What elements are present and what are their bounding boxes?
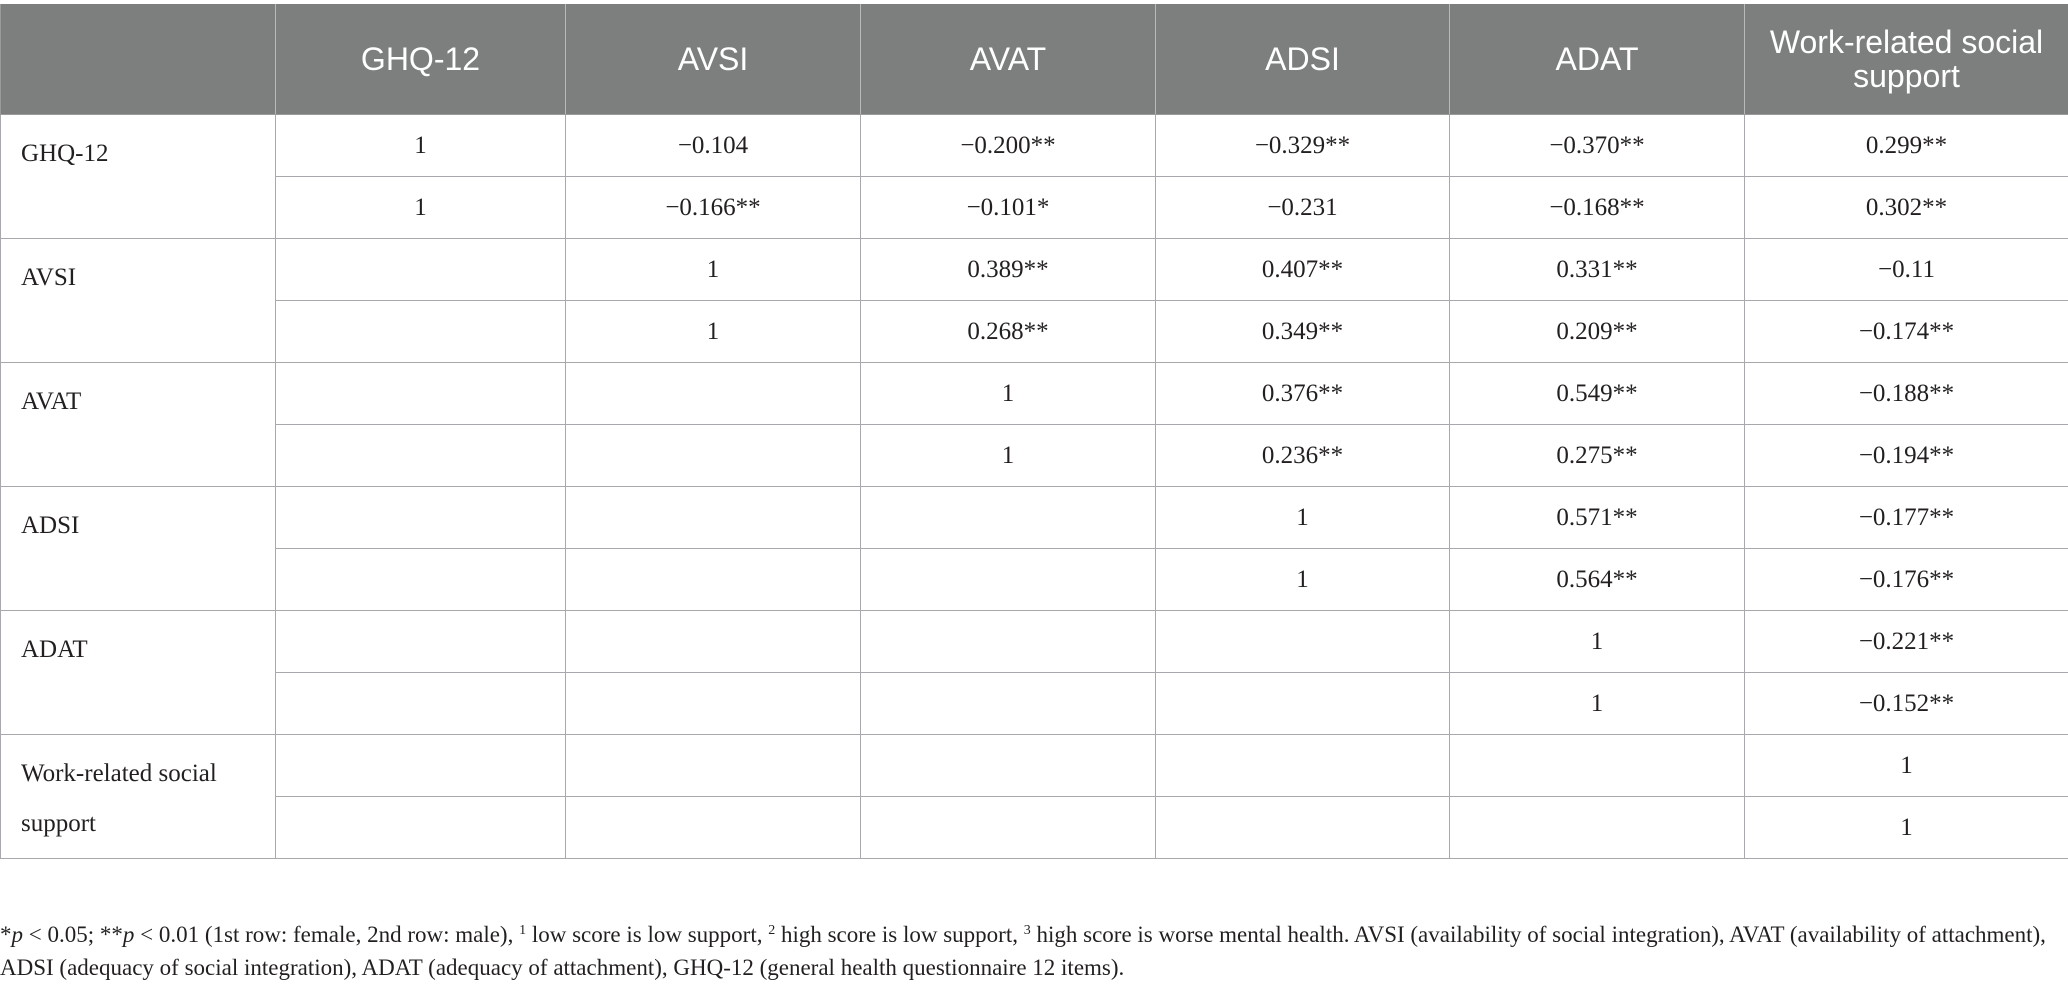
header-cell: AVAT xyxy=(861,4,1156,115)
table-cell: 0.407** xyxy=(1156,239,1450,301)
table-cell: −0.176** xyxy=(1745,549,2068,611)
table-cell: −0.177** xyxy=(1745,487,2068,549)
table-cell xyxy=(861,735,1156,797)
table-cell: −0.168** xyxy=(1450,177,1745,239)
footnote-p: p xyxy=(122,922,135,947)
header-cell: AVSI xyxy=(566,4,861,115)
table-cell: 1 xyxy=(566,301,861,363)
table-cell: 1 xyxy=(1450,673,1745,735)
header-cell: ADSI xyxy=(1156,4,1450,115)
table-cell xyxy=(276,549,566,611)
table-row xyxy=(1,177,2068,239)
table-cell: 1 xyxy=(1745,735,2068,797)
table-cell xyxy=(566,611,861,673)
table-cell xyxy=(861,611,1156,673)
table-cell xyxy=(566,735,861,797)
table-cell xyxy=(1156,611,1450,673)
table-row xyxy=(1,239,2068,301)
table-cell: 1 xyxy=(1156,549,1450,611)
table-cell: 0.389** xyxy=(861,239,1156,301)
footnote-superscript: 2 xyxy=(768,923,776,938)
table-cell xyxy=(566,797,861,859)
row-label: AVAT xyxy=(1,363,276,487)
header-cell: ADAT xyxy=(1450,4,1745,115)
table-cell: 0.376** xyxy=(1156,363,1450,425)
table-cell xyxy=(1156,735,1450,797)
table-cell: −0.101* xyxy=(861,177,1156,239)
footnote-p: p xyxy=(11,922,23,947)
table-cell xyxy=(1156,673,1450,735)
table-row xyxy=(1,735,2068,797)
table-cell: 1 xyxy=(276,177,566,239)
table-row xyxy=(1,301,2068,363)
footnote-star: ** xyxy=(99,922,123,947)
row-label: Work-related social support xyxy=(1,735,276,859)
table-cell: 0.564** xyxy=(1450,549,1745,611)
table-cell: 1 xyxy=(861,425,1156,487)
table-cell xyxy=(276,425,566,487)
table-cell: −0.104 xyxy=(566,115,861,177)
table-cell: 1 xyxy=(276,115,566,177)
footnote-text: < 0.01 (1st row: female, 2nd row: male), xyxy=(134,922,520,947)
row-label: ADAT xyxy=(1,611,276,735)
table-row xyxy=(1,115,2068,177)
table-cell xyxy=(1450,735,1745,797)
footnote-text: high score is low support, xyxy=(775,922,1024,947)
table-cell xyxy=(861,797,1156,859)
table-cell: −0.188** xyxy=(1745,363,2068,425)
table-body xyxy=(1,115,2068,859)
footnote-text: < 0.05; xyxy=(23,922,100,947)
footnote-text: high score is worse mental health. AVSI (availability of social integration), AVAT (availability of attachment), ADSI (adequacy of social integration), ADAT (adequacy of attachment), GHQ-12 (general health questionnaire 12 items). xyxy=(0,922,2046,980)
table-cell xyxy=(566,425,861,487)
table-cell xyxy=(276,487,566,549)
table-cell: 0.299** xyxy=(1745,115,2068,177)
table-cell xyxy=(861,673,1156,735)
row-label: AVSI xyxy=(1,239,276,363)
footnote-superscript: 3 xyxy=(1023,923,1031,938)
table-cell: 0.571** xyxy=(1450,487,1745,549)
footnote-text: low score is low support, xyxy=(526,922,769,947)
table-cell: −0.11 xyxy=(1745,239,2068,301)
header-cell: GHQ-12 xyxy=(276,4,566,115)
table-cell: −0.174** xyxy=(1745,301,2068,363)
table-cell xyxy=(276,301,566,363)
table-cell xyxy=(276,363,566,425)
footnote-superscript: 1 xyxy=(519,923,527,938)
table-cell: 0.268** xyxy=(861,301,1156,363)
table-cell xyxy=(566,487,861,549)
table-cell: 0.331** xyxy=(1450,239,1745,301)
row-label: GHQ-12 xyxy=(1,115,276,239)
table-cell xyxy=(1156,797,1450,859)
table-cell: 1 xyxy=(861,363,1156,425)
table-cell: −0.194** xyxy=(1745,425,2068,487)
table-cell xyxy=(276,673,566,735)
table-cell: 1 xyxy=(1156,487,1450,549)
row-label: ADSI xyxy=(1,487,276,611)
table-cell: −0.152** xyxy=(1745,673,2068,735)
table-cell: −0.370** xyxy=(1450,115,1745,177)
table-cell: 0.349** xyxy=(1156,301,1450,363)
table-cell: 0.275** xyxy=(1450,425,1745,487)
table-cell xyxy=(566,673,861,735)
table-cell xyxy=(566,363,861,425)
table-row xyxy=(1,425,2068,487)
correlation-table xyxy=(0,4,2068,859)
table-cell xyxy=(1450,797,1745,859)
table-cell: −0.200** xyxy=(861,115,1156,177)
table-cell xyxy=(276,797,566,859)
table-cell xyxy=(276,735,566,797)
table-cell xyxy=(861,549,1156,611)
table-cell: −0.166** xyxy=(566,177,861,239)
table-footnote xyxy=(0,918,2060,984)
table-row xyxy=(1,611,2068,673)
footnote-star: * xyxy=(0,922,12,947)
header-cell-empty xyxy=(1,4,276,115)
table-cell xyxy=(276,239,566,301)
table-row xyxy=(1,487,2068,549)
table-cell: 1 xyxy=(566,239,861,301)
table-row xyxy=(1,549,2068,611)
table-cell: 0.549** xyxy=(1450,363,1745,425)
table-cell: 1 xyxy=(1450,611,1745,673)
table-cell: 0.236** xyxy=(1156,425,1450,487)
table-row xyxy=(1,797,2068,859)
table-cell: 0.302** xyxy=(1745,177,2068,239)
table-row xyxy=(1,363,2068,425)
table-cell: −0.221** xyxy=(1745,611,2068,673)
table-row xyxy=(1,673,2068,735)
table-cell xyxy=(566,549,861,611)
table-header xyxy=(1,4,2068,115)
table-cell: −0.231 xyxy=(1156,177,1450,239)
header-cell: Work-related social support xyxy=(1745,4,2068,115)
table-cell: 1 xyxy=(1745,797,2068,859)
header-row xyxy=(1,4,2068,115)
table-cell: 0.209** xyxy=(1450,301,1745,363)
table-cell xyxy=(861,487,1156,549)
table-cell xyxy=(276,611,566,673)
table-cell: −0.329** xyxy=(1156,115,1450,177)
